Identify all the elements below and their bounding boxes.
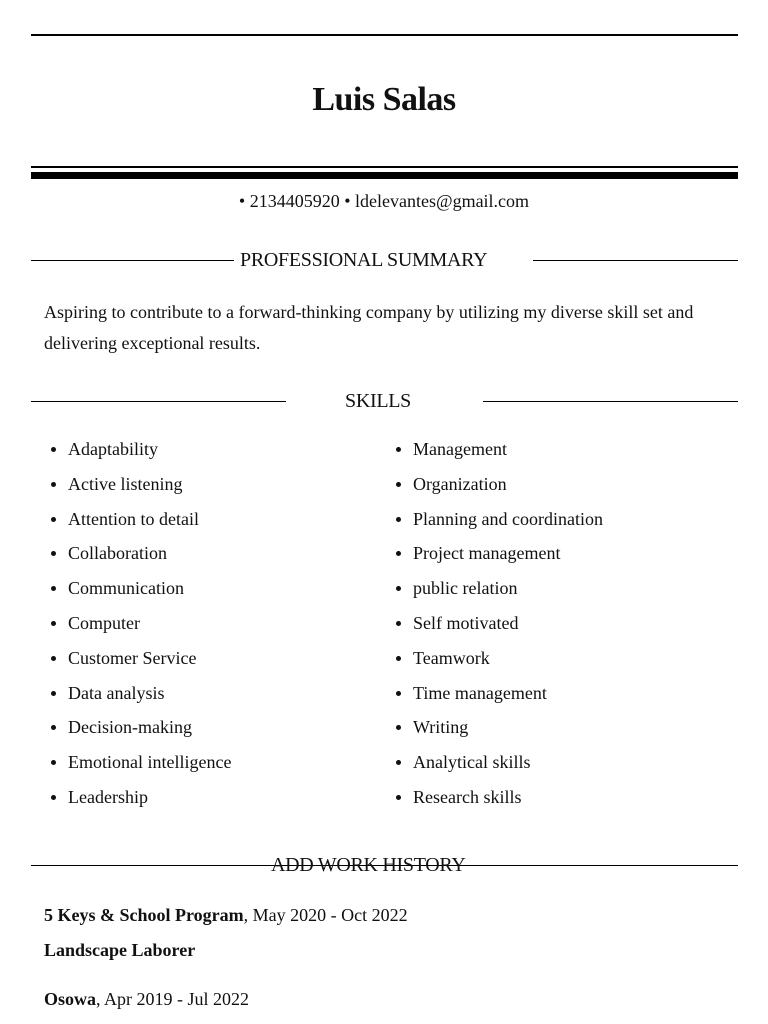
skill-item: Self motivated bbox=[389, 612, 603, 647]
heading-line-left bbox=[31, 260, 234, 261]
job-title: Landscape Laborer bbox=[44, 940, 196, 960]
summary-heading bbox=[31, 248, 738, 272]
skill-item: Organization bbox=[389, 473, 603, 508]
skill-item: Active listening bbox=[44, 473, 231, 508]
skill-item: Teamwork bbox=[389, 647, 603, 682]
skill-item: Attention to detail bbox=[44, 508, 231, 543]
company-name: Osowa bbox=[44, 989, 97, 1009]
skill-item: Communication bbox=[44, 577, 231, 612]
company-name: 5 Keys & School Program bbox=[44, 905, 244, 925]
top-rule bbox=[31, 34, 738, 36]
skill-item: Research skills bbox=[389, 786, 603, 821]
heading-line-right bbox=[533, 260, 738, 261]
candidate-name: Luis Salas bbox=[312, 81, 456, 118]
skill-item: Adaptability bbox=[44, 438, 231, 473]
summary-text: Aspiring to contribute to a forward-thinking company by utilizing my diverse skill set and delivering exceptional results. bbox=[44, 302, 694, 353]
skill-item: Project management bbox=[389, 542, 603, 577]
section-title: SKILLS bbox=[345, 390, 411, 412]
job-entry-2 bbox=[44, 988, 249, 1010]
skill-item: Decision-making bbox=[44, 716, 231, 751]
skills-list-right bbox=[389, 438, 603, 821]
skill-item: Collaboration bbox=[44, 542, 231, 577]
job-entry-1 bbox=[44, 904, 408, 926]
skill-item: Time management bbox=[389, 682, 603, 717]
skill-item: Planning and coordination bbox=[389, 508, 603, 543]
contact-info: • 2134405920 • ldelevantes@gmail.com bbox=[238, 191, 530, 211]
section-title: PROFESSIONAL SUMMARY bbox=[240, 249, 488, 271]
skills-heading bbox=[31, 389, 738, 413]
skills-list-left bbox=[44, 438, 231, 821]
skill-item: Emotional intelligence bbox=[44, 751, 231, 786]
heading-line-left bbox=[31, 401, 286, 402]
skill-item: Customer Service bbox=[44, 647, 231, 682]
work-heading bbox=[31, 853, 738, 877]
skill-item: Computer bbox=[44, 612, 231, 647]
name-rule-thick bbox=[31, 172, 738, 179]
skill-item: public relation bbox=[389, 577, 603, 612]
job-dates: , May 2020 - Oct 2022 bbox=[243, 905, 408, 925]
skill-item: Writing bbox=[389, 716, 603, 751]
job-dates: , Apr 2019 - Jul 2022 bbox=[96, 989, 250, 1009]
skill-item: Analytical skills bbox=[389, 751, 603, 786]
skill-item: Data analysis bbox=[44, 682, 231, 717]
skill-item: Management bbox=[389, 438, 603, 473]
skill-item: Leadership bbox=[44, 786, 231, 821]
section-title: ADD WORK HISTORY bbox=[271, 854, 466, 876]
name-rule-thin bbox=[31, 166, 738, 168]
heading-line-right bbox=[483, 401, 738, 402]
